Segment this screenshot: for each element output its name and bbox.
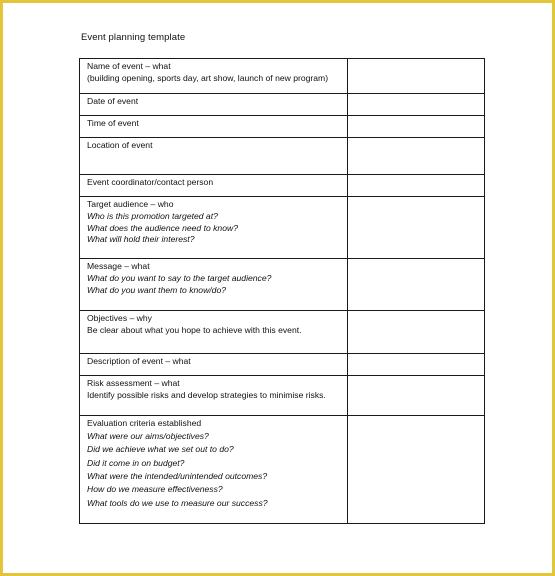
row-heading: Evaluation criteria established <box>87 418 202 428</box>
answer-cell-name-of-event[interactable] <box>348 59 485 94</box>
answer-cell-event-coordinator[interactable] <box>348 175 485 197</box>
answer-cell-time-of-event[interactable] <box>348 116 485 138</box>
row-question: What do you want to say to the target audience? <box>87 272 272 283</box>
row-note: Be clear about what you hope to achieve with this event. <box>87 324 302 335</box>
label-cell <box>80 416 348 524</box>
answer-cell-message[interactable] <box>348 259 485 311</box>
answer-cell-description-of-event[interactable] <box>348 354 485 376</box>
row-question: Did it come in on budget? <box>87 457 185 468</box>
row-question: What tools do we use to measure our success? <box>87 497 268 508</box>
event-planning-table <box>79 58 485 524</box>
table-row-date-of-event <box>80 94 485 116</box>
label-cell <box>80 59 348 94</box>
row-heading: Location of event <box>87 140 153 150</box>
label-cell <box>80 311 348 354</box>
table-row-description-of-event <box>80 354 485 376</box>
answer-cell-date-of-event[interactable] <box>348 94 485 116</box>
row-note: (building opening, sports day, art show, launch of new program) <box>87 72 329 83</box>
answer-cell-location-of-event[interactable] <box>348 138 485 175</box>
row-note: Identify possible risks and develop strategies to minimise risks. <box>87 389 326 400</box>
answer-cell-evaluation-criteria[interactable] <box>348 416 485 524</box>
row-question: What do you want them to know/do? <box>87 284 227 295</box>
table-row-event-coordinator <box>80 175 485 197</box>
row-heading: Description of event – what <box>87 356 191 366</box>
answer-cell-target-audience[interactable] <box>348 197 485 259</box>
document-title: Event planning template <box>81 32 186 43</box>
label-cell <box>80 354 348 376</box>
label-cell <box>80 94 348 116</box>
row-question: What does the audience need to know? <box>87 222 238 233</box>
row-question: What were the intended/unintended outcomes? <box>87 471 268 482</box>
row-heading: Risk assessment – what <box>87 378 180 388</box>
row-question: How do we measure effectiveness? <box>87 484 223 495</box>
row-question: Did we achieve what we set out to do? <box>87 444 234 455</box>
label-cell <box>80 197 348 259</box>
table-row-location-of-event <box>80 138 485 175</box>
table-row-target-audience <box>80 197 485 259</box>
table-row-objectives <box>80 311 485 354</box>
row-heading: Date of event <box>87 96 139 106</box>
label-cell <box>80 376 348 416</box>
row-heading: Target audience – who <box>87 199 174 209</box>
row-heading: Event coordinator/contact person <box>87 177 214 187</box>
table-row-evaluation-criteria <box>80 416 485 524</box>
answer-cell-objectives[interactable] <box>348 311 485 354</box>
row-heading: Name of event – what <box>87 61 171 71</box>
table-row-name-of-event <box>80 59 485 94</box>
table-row-message <box>80 259 485 311</box>
label-cell <box>80 175 348 197</box>
row-heading: Objectives – why <box>87 313 152 323</box>
row-question: What will hold their interest? <box>87 234 195 245</box>
label-cell <box>80 259 348 311</box>
row-heading: Message – what <box>87 261 150 271</box>
label-cell <box>80 116 348 138</box>
row-heading: Time of event <box>87 118 139 128</box>
table-row-risk-assessment <box>80 376 485 416</box>
answer-cell-risk-assessment[interactable] <box>348 376 485 416</box>
label-cell <box>80 138 348 175</box>
row-question: What were our aims/objectives? <box>87 430 209 441</box>
row-question: Who is this promotion targeted at? <box>87 210 218 221</box>
table-row-time-of-event <box>80 116 485 138</box>
